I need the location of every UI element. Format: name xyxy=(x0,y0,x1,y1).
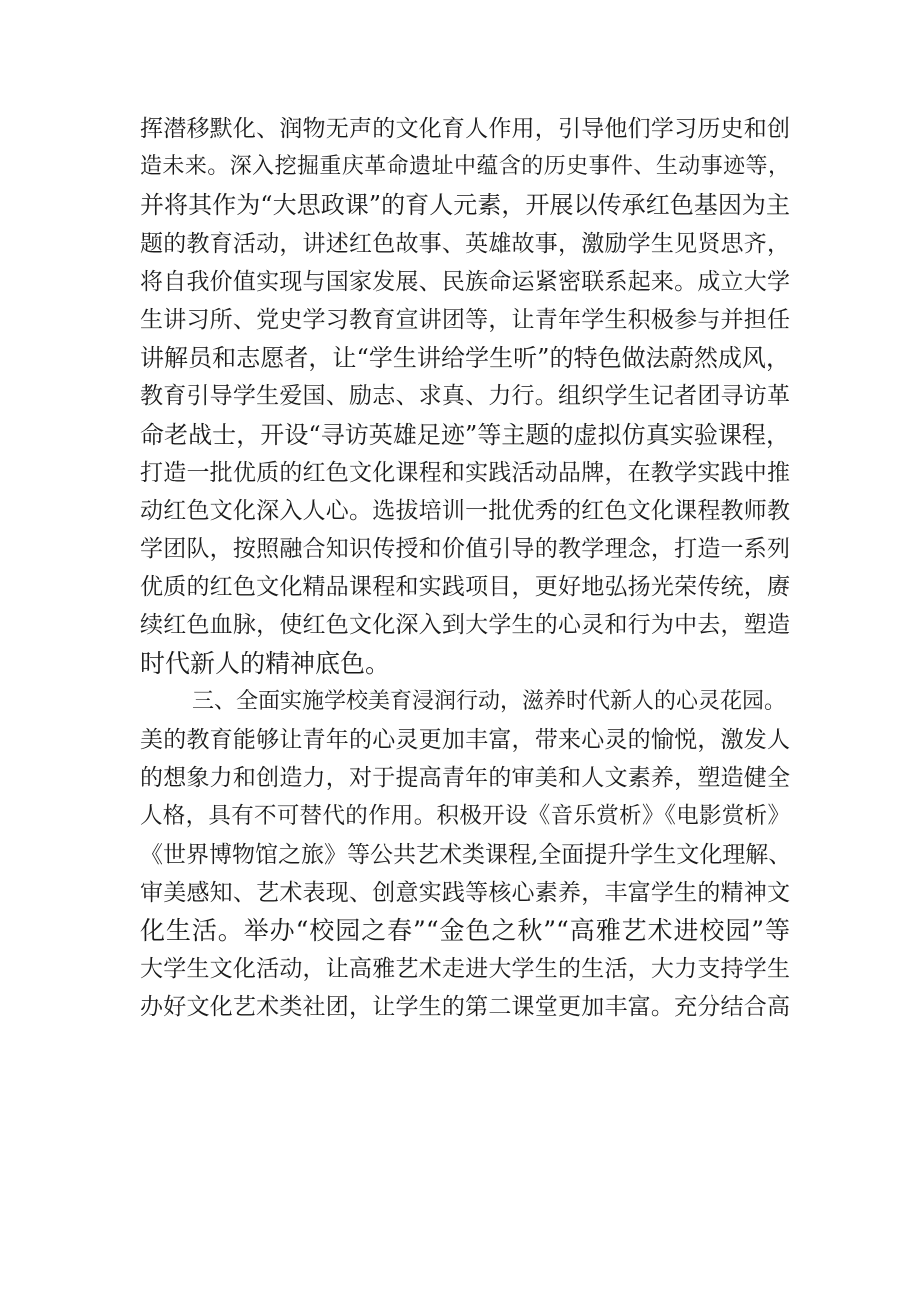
text-line: 审美感知、艺术表现、创意实践等核心素养，丰富学生的精神文 xyxy=(140,879,790,906)
text-line: 《世界博物馆之旅》等公共艺术类课程,全面提升学生文化理解、 xyxy=(140,841,792,868)
text-line: 讲解员和志愿者，让“学生讲给学生听”的特色做法蔚然成风， xyxy=(140,344,790,373)
text-line: 题的教育活动，讲述红色故事、英雄故事，激励学生见贤思齐， xyxy=(140,230,790,257)
text-line: 造未来。深入挖掘重庆革命遗址中蕴含的历史事件、生动事迹等， xyxy=(140,154,790,180)
text-line: 时代新人的精神底色。 xyxy=(140,648,391,678)
text-line: 挥潜移默化、润物无声的文化育人作用，引导他们学习历史和创 xyxy=(140,116,790,142)
text-line: 办好文化艺术类社团，让学生的第二课堂更加丰富。充分结合高 xyxy=(140,994,790,1021)
text-line: 续红色血脉，使红色文化深入到大学生的心灵和行为中去，塑造 xyxy=(140,612,790,639)
text-line: 教育引导学生爱国、励志、求真、力行。组织学生记者团寻访革 xyxy=(140,383,790,410)
text-line: 并将其作为“大思政课”的育人元素，开展以传承红色基因为主 xyxy=(140,191,790,220)
body-text xyxy=(140,110,790,1027)
text-line: 动红色文化深入人心。选拔培训一批优秀的红色文化课程教师教 xyxy=(140,497,790,524)
text-line: 美的教育能够让青年的心灵更加丰富，带来心灵的愉悦，激发人 xyxy=(140,727,790,753)
text-line: 化生活。举办“校园之春”“金色之秋”“高雅艺术进校园”等 xyxy=(140,915,790,945)
text-line: 的想象力和创造力，对于提高青年的审美和人文素养，塑造健全 xyxy=(140,765,790,792)
text-line: 将自我价值实现与国家发展、民族命运紧密联系起来。成立大学 xyxy=(140,268,790,295)
text-line: 学团队，按照融合知识传授和价值引导的教学理念，打造一系列 xyxy=(140,536,790,563)
text-line: 优质的红色文化精品课程和实践项目，更好地弘扬光荣传统，赓 xyxy=(140,574,790,601)
text-line: 命老战士，开设“寻访英雄足迹”等主题的虚拟仿真实验课程， xyxy=(140,420,790,449)
text-line: 人格，具有不可替代的作用。积极开设《音乐赏析》《电影赏析》 xyxy=(140,803,790,830)
text-line: 打造一批优质的红色文化课程和实践活动品牌，在教学实践中推 xyxy=(140,459,790,486)
text-line: 生讲习所、党史学习教育宣讲团等，让青年学生积极参与并担任 xyxy=(140,306,790,333)
text-line: 大学生文化活动，让高雅艺术走进大学生的生活，大力支持学生 xyxy=(140,956,790,983)
section-heading-line: 三、全面实施学校美育浸润行动，滋养时代新人的心灵花园。 xyxy=(192,688,787,714)
